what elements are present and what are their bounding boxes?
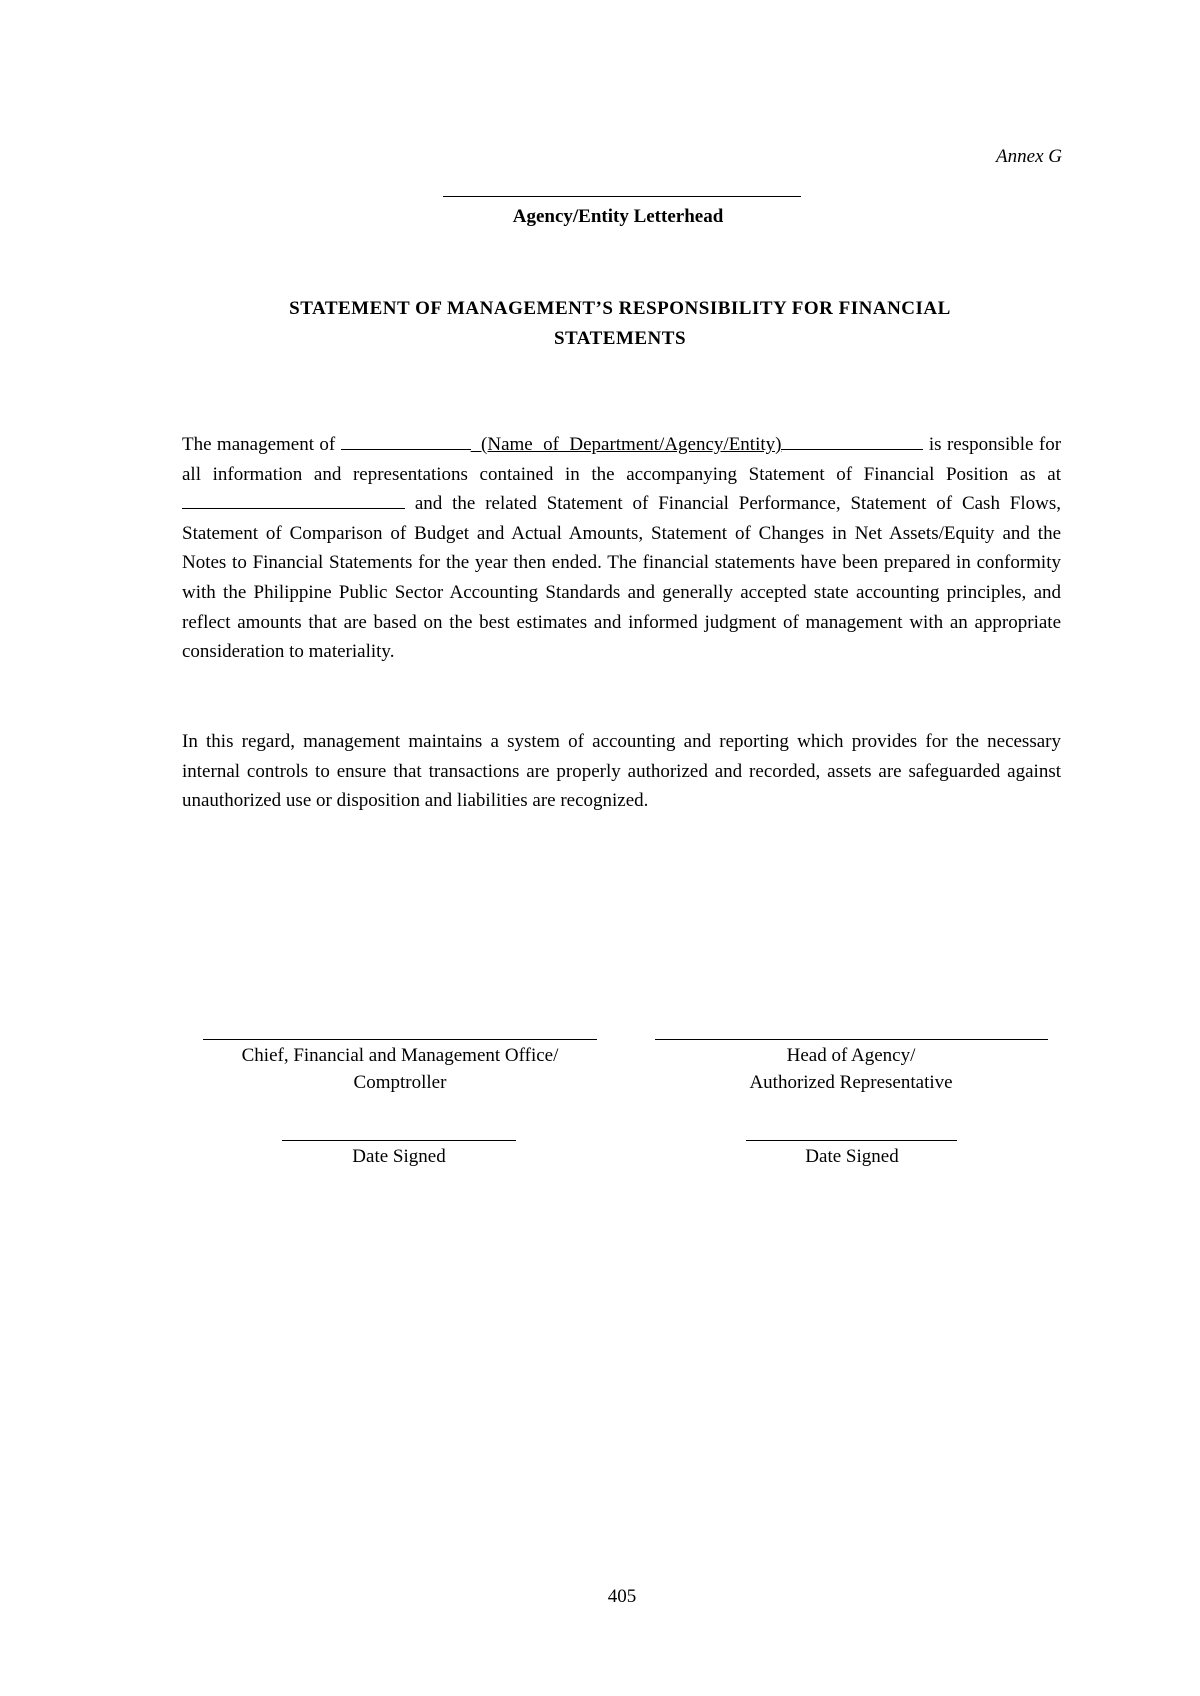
right-date-label: Date Signed (805, 1146, 899, 1167)
paragraph-after-name: is responsible for all information and representations contained in the accompanying Statement of Financial Position as at (182, 434, 1062, 485)
right-signature-title (631, 1042, 1071, 1096)
right-signature-line[interactable] (655, 1039, 1048, 1040)
paragraph-internal-controls: In this regard, management maintains a system of accounting and reporting which provides for the necessary internal controls to ensure that transactions are properly authorized and recorded, assets are safeguarded against unauthorized use or disposition and liabilities are recognized. (182, 731, 1061, 812)
right-date-line[interactable] (746, 1140, 957, 1141)
letterhead-line (443, 196, 801, 197)
paragraph-intro: The management of (182, 434, 336, 455)
right-signature-title-line2: Authorized Representative (749, 1072, 953, 1093)
paragraph-after-date: and the related Statement of Financial Performance, Statement of Cash Flows, Statement of Comparison of Budget and Actual Amounts, Statement of Changes in Net Assets/Equity and the Notes to Financial Statements for the year then ended. The financial statements have been prepared in conformity with the Philippine Public Sector Accounting Standards and generally accepted state accounting principles, and reflect amounts that are based on the best estimates and informed judgment of management with an appropriate consideration to materiality. (182, 493, 1062, 663)
paragraph-management (182, 430, 1061, 667)
name-placeholder: (Name of Department/Agency/Entity) (481, 434, 782, 455)
document-title-line2: STATEMENTS (553, 328, 687, 349)
left-date-line[interactable] (282, 1140, 516, 1141)
date-as-at-blank[interactable] (182, 491, 405, 509)
page-number: 405 (607, 1586, 637, 1607)
left-signature-line[interactable] (203, 1039, 597, 1040)
letterhead-label: Agency/Entity Letterhead (512, 206, 724, 227)
left-date-label: Date Signed (352, 1146, 446, 1167)
name-blank-right[interactable] (781, 432, 923, 450)
annex-label: Annex G (996, 146, 1062, 167)
left-signature-title-line1: Chief, Financial and Management Office/ (241, 1045, 559, 1066)
document-title (230, 294, 1010, 354)
right-signature-title-line1: Head of Agency/ (786, 1045, 916, 1066)
document-title-line1: STATEMENT OF MANAGEMENT’S RESPONSIBILITY FOR FINANCIAL (289, 298, 951, 319)
left-signature-title (180, 1042, 620, 1096)
left-signature-title-line2: Comptroller (353, 1072, 447, 1093)
name-blank-left[interactable] (341, 432, 471, 450)
